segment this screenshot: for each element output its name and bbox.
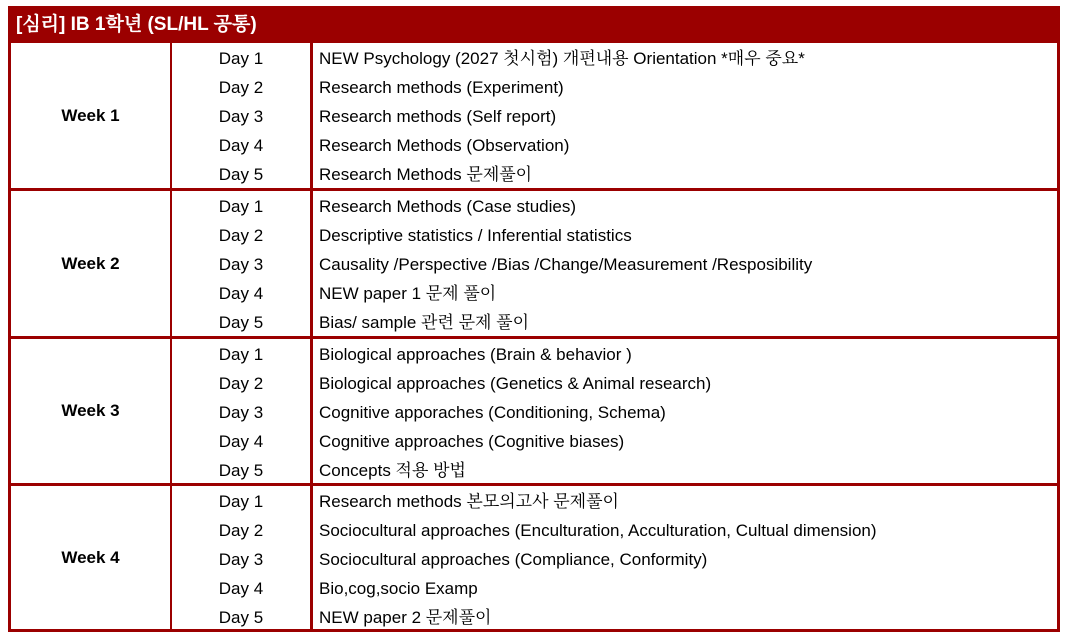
day-cell: Day 3 [218,403,264,422]
day-cell: Day 2 [218,226,264,245]
content-column [313,339,1057,483]
topic-cell: NEW paper 1 문제 풀이 [319,284,497,303]
day-cell: Day 5 [218,608,264,627]
day-column [172,486,313,629]
day-cell: Day 1 [218,49,264,68]
day-cell: Day 5 [218,313,264,332]
topic-cell: Sociocultural approaches (Enculturation, Acculturation, Cultual dimension) [319,521,877,540]
day-cell: Day 4 [218,136,264,155]
day-cell: Day 3 [218,107,264,126]
day-cell: Day 3 [218,255,264,274]
day-cell: Day 4 [218,284,264,303]
day-cell: Day 2 [218,374,264,393]
week-block [8,486,1060,632]
week-block [8,191,1060,339]
day-cell: Day 1 [218,345,264,364]
content-column [313,43,1057,188]
content-column [313,191,1057,336]
day-cell: Day 5 [218,165,264,184]
topic-cell: Descriptive statistics / Inferential statistics [319,226,632,245]
week-label: Week 1 [11,43,172,188]
topic-cell: Sociocultural approaches (Compliance, Conformity) [319,550,708,569]
week-label: Week 2 [11,191,172,336]
topic-cell: Research methods (Self report) [319,107,557,126]
content-column [313,486,1057,629]
topic-cell: Biological approaches (Genetics & Animal research) [319,374,712,393]
week-block [8,339,1060,486]
week-label: Week 3 [11,339,172,483]
topic-cell: Cognitive apporaches (Conditioning, Schema) [319,403,666,422]
topic-cell: NEW paper 2 문제풀이 [319,608,492,627]
topic-cell: Bias/ sample 관련 문제 풀이 [319,313,530,332]
topic-cell: Cognitive approaches (Cognitive biases) [319,432,625,451]
week-block [8,43,1060,191]
day-cell: Day 3 [218,550,264,569]
day-column [172,339,313,483]
table-title: [심리] IB 1학년 (SL/HL 공통) [8,6,1060,43]
day-cell: Day 4 [218,432,264,451]
topic-cell: Concepts 적용 방법 [319,461,466,480]
day-cell: Day 2 [218,521,264,540]
topic-cell: Research Methods (Case studies) [319,197,577,216]
week-label: Week 4 [11,486,172,629]
topic-cell: Research Methods 문제풀이 [319,165,533,184]
schedule-sheet [8,6,1060,638]
topic-cell: NEW Psychology (2027 첫시험) 개편내용 Orientation *매우 중요* [319,49,805,68]
topic-cell: Biological approaches (Brain & behavior ) [319,345,632,364]
topic-cell: Research methods 본모의고사 문제풀이 [319,492,619,511]
day-column [172,43,313,188]
day-column [172,191,313,336]
topic-cell: Causality /Perspective /Bias /Change/Measurement /Resposibility [319,255,813,274]
day-cell: Day 1 [218,492,264,511]
topic-cell: Research Methods (Observation) [319,136,570,155]
day-cell: Day 4 [218,579,264,598]
day-cell: Day 5 [218,461,264,480]
day-cell: Day 2 [218,78,264,97]
topic-cell: Bio,cog,socio Examp [319,579,478,598]
topic-cell: Research methods (Experiment) [319,78,564,97]
day-cell: Day 1 [218,197,264,216]
